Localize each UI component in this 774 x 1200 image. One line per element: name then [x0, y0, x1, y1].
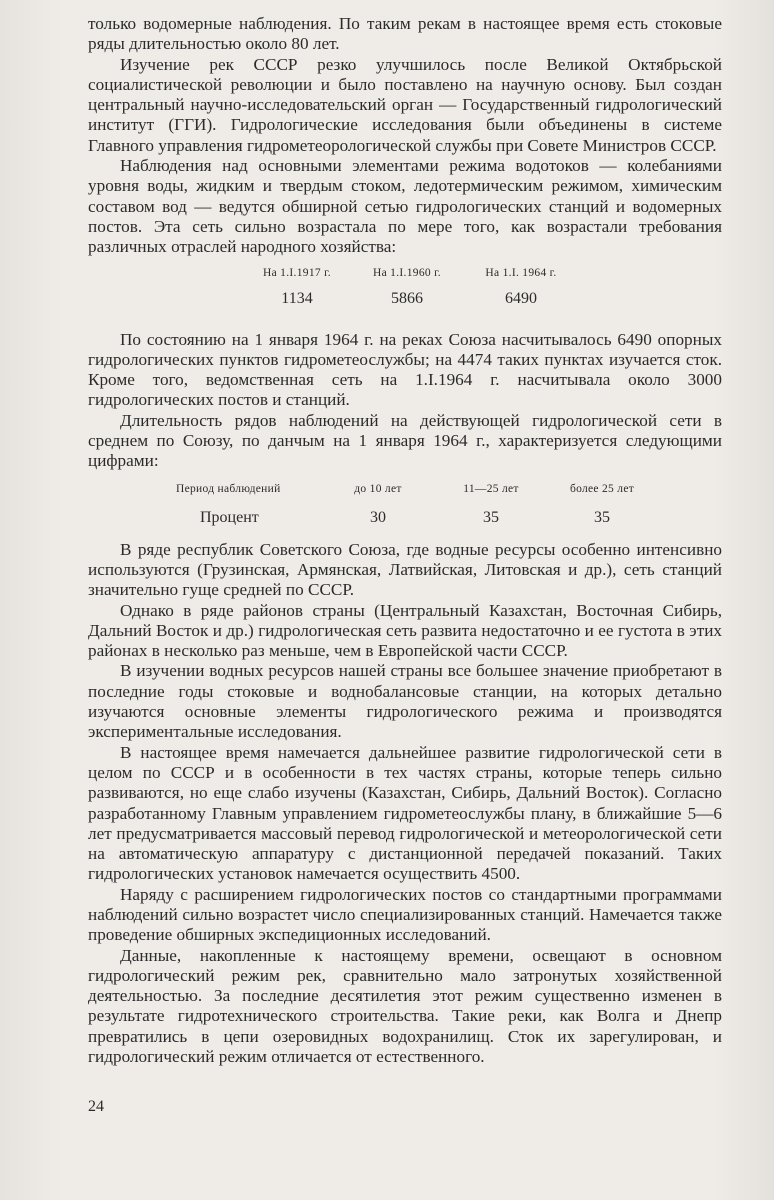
body-text [88, 14, 722, 1067]
paragraph: только водомерные наблюдения. По таким рекам в настоящее время есть стоковые ряды длительностью около 80 лет. [88, 14, 722, 54]
paragraph: Данные, накопленные к настоящему времени, освещают в основном гидрологический режим рек, сравнительно мало затронутых хозяйственной деятельностью. За последние десятилетия этот режим существенно изменен в результате гидротехнического строительства. Такие реки, как Волга и Днепр превратились в цепи озеровидных водохранилищ. Сток их зарегулирован, и гидрологический режим отличается от естественного. [88, 945, 722, 1067]
stations-column [352, 266, 462, 309]
page-number: 24 [88, 1098, 104, 1115]
period-row-header: Период наблюдений [176, 482, 281, 495]
stations-count-value: 5866 [391, 289, 423, 307]
period-percent-value: 30 [370, 508, 386, 526]
period-percent-value: 35 [483, 508, 499, 526]
paragraph: Длительность рядов наблюдений на действующей гидрологической сети в среднем по Союзу, по данчым на 1 января 1964 г., характеризуется следующими цифрами: [88, 410, 722, 471]
paragraph: Наблюдения над основными элементами режима водотоков — колебаниями уровня воды, жидким и твердым стоком, ледотермическим режимом, химическим составом вод — ведутся обширной сетью гидрологических станций и водомерных постов. Эта сеть сильно возрастала по мере того, как возрастали требования различных отраслей народного хозяйства: [88, 156, 722, 257]
stations-column [466, 266, 576, 309]
paragraph: В ряде республик Советского Союза, где водные ресурсы особенно интенсивно используются (Грузинская, Армянская, Латвийская, Литовская и др.), сеть станций значительно гуще средней по СССР. [88, 539, 722, 600]
paragraph: Наряду с расширением гидрологических постов со стандартными программами наблюдений сильно возрастет число специализированных станций. Намечается также проведение обширных экспедиционных исследований. [88, 884, 722, 945]
stations-count-table [88, 266, 722, 330]
paragraph: В изучении водных ресурсов нашей страны все большее значение приобретают в последние годы стоковые и воднобалансовые станции, на которых детально изучаются основные элементы гидрологического режима и производятся экспериментальные исследования. [88, 661, 722, 742]
paragraph: По состоянию на 1 января 1964 г. на реках Союза насчитывалось 6490 опорных гидрологических пунктов гидрометеослужбы; на 4474 таких пунктах изучается сток. Кроме того, ведомственная сеть на 1.I.1964 г. насчитывала около 3000 гидрологических постов и станций. [88, 329, 722, 410]
period-row-label: Процент [200, 508, 259, 526]
period-percent-value: 35 [594, 508, 610, 526]
period-column-header: 11—25 лет [463, 482, 519, 495]
paragraph: Изучение рек СССР резко улучшилось после Великой Октябрьской социалистической революции и было поставлено на научную основу. Был создан центральный научно-исследовательский орган — Государственный гидрологический институт (ГГИ). Гидрологические исследования были объединены в системе Главного управления гидрометеорологической службы при Совете Министров СССР. [88, 54, 722, 155]
stations-date-header: На 1.I.1917 г. [263, 266, 331, 279]
paragraph: Однако в ряде районов страны (Центральный Казахстан, Восточная Сибирь, Дальний Восток и др.) гидрологическая сеть развита недостаточно и ее густота в этих районах в несколько раз меньше, чем в Европейской части СССР. [88, 600, 722, 661]
stations-date-header: На 1.I. 1964 г. [485, 266, 557, 279]
stations-column [242, 266, 352, 309]
stations-date-header: На 1.I.1960 г. [373, 266, 441, 279]
observation-period-table [88, 482, 722, 540]
stations-count-value: 6490 [505, 289, 537, 307]
paragraph: В настоящее время намечается дальнейшее развитие гидрологической сети в целом по СССР и в особенности в тех частях страны, которые теперь сильно развиваются, но еще слабо изучены (Казахстан, Сибирь, Дальний Восток). Согласно разработанному Главным управлением гидрометеослужбы плану, в ближайшие 5—6 лет предусматривается массовый перевод гидрологической и метеорологической сети на автоматическую аппаратуру с дистанционной передачей показаний. Таких гидрологических установок намечается осуществить 4500. [88, 742, 722, 884]
period-column-header: до 10 лет [354, 482, 402, 495]
period-column-header: более 25 лет [569, 482, 635, 495]
stations-count-value: 1134 [281, 289, 313, 307]
